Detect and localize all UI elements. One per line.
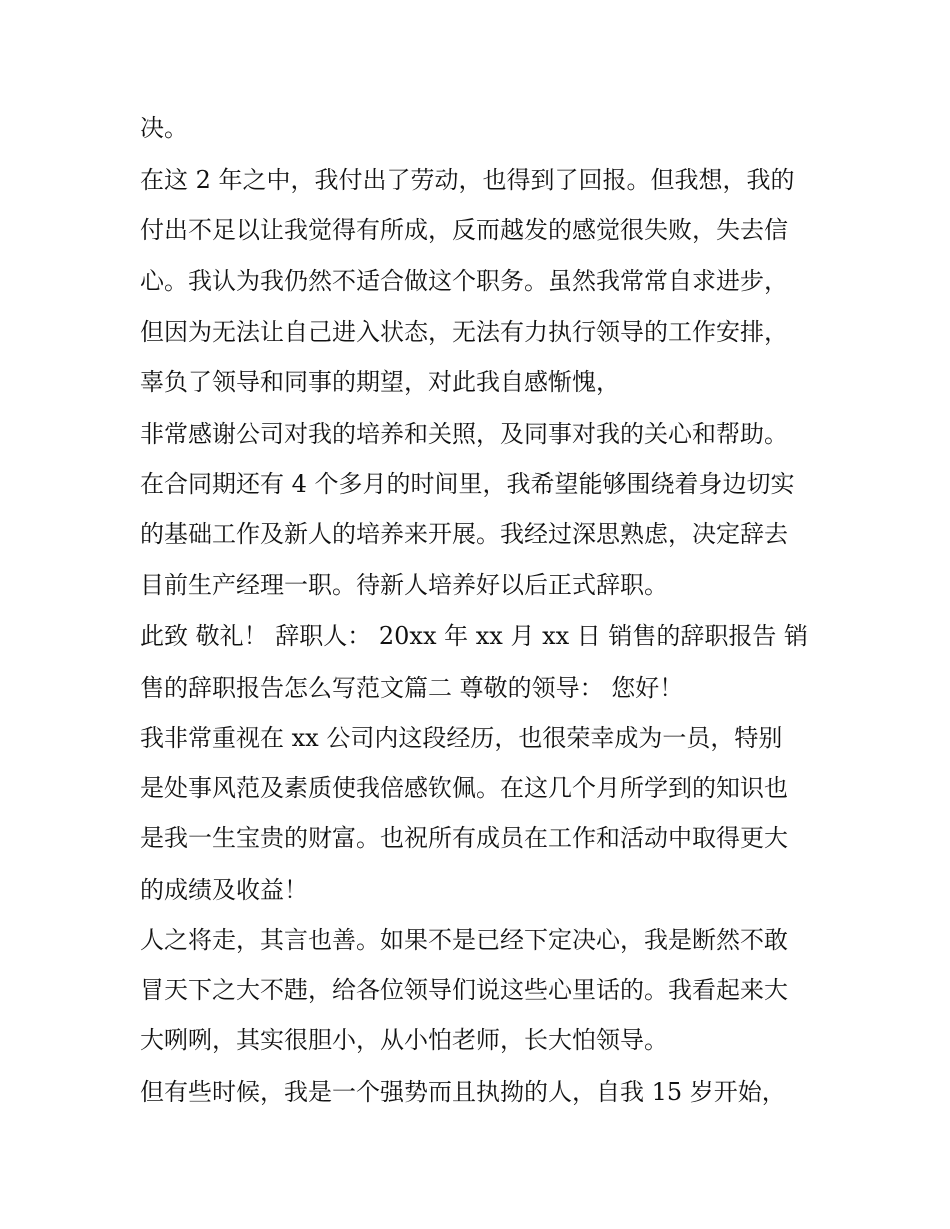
text-line: 的成绩及收益！ xyxy=(140,876,308,904)
text-line: 付出不足以让我觉得有所成，反而越发的感觉很失败，失去信 xyxy=(140,216,788,244)
text-line: 是我一生宝贵的财富。也祝所有成员在工作和活动中取得更大 xyxy=(140,824,788,852)
text-line: 非常感谢公司对我的培养和关照，及同事对我的关心和帮助。 xyxy=(140,420,788,448)
text-line: 我非常重视在 xx 公司内这段经历，也很荣幸成为一员，特别 xyxy=(140,724,783,752)
text-line: 辜负了领导和同事的期望，对此我自感惭愧， xyxy=(140,368,620,396)
text-line: 在合同期还有 4 个多月的时间里，我希望能够围绕着身边切实 xyxy=(140,470,795,498)
text-line: 售的辞职报告怎么写范文篇二 尊敬的领导： 您好！ xyxy=(140,674,684,702)
text-line: 心。我认为我仍然不适合做这个职务。虽然我常常自求进步， xyxy=(140,267,788,295)
text-line: 此致 敬礼！ 辞职人： 20xx 年 xx 月 xx 日 销售的辞职报告 销 xyxy=(140,622,809,650)
text-line: 决。 xyxy=(140,114,188,142)
text-line: 目前生产经理一职。待新人培养好以后正式辞职。 xyxy=(140,571,668,599)
text-line: 的基础工作及新人的培养来开展。我经过深思熟虑，决定辞去 xyxy=(140,520,788,548)
text-line: 在这 2 年之中，我付出了劳动，也得到了回报。但我想，我的 xyxy=(140,166,795,194)
text-line: 大咧咧，其实很胆小，从小怕老师，长大怕领导。 xyxy=(140,1026,668,1054)
text-line: 但因为无法让自己进入状态，无法有力执行领导的工作安排， xyxy=(140,318,788,346)
text-line: 冒天下之大不韪，给各位领导们说这些心里话的。我看起来大 xyxy=(140,976,788,1004)
text-line: 人之将走，其言也善。如果不是已经下定决心，我是断然不敢 xyxy=(140,926,788,954)
text-line: 是处事风范及素质使我倍感钦佩。在这几个月所学到的知识也 xyxy=(140,774,788,802)
text-line: 但有些时候，我是一个强势而且执拗的人，自我 15 岁开始， xyxy=(140,1078,786,1106)
